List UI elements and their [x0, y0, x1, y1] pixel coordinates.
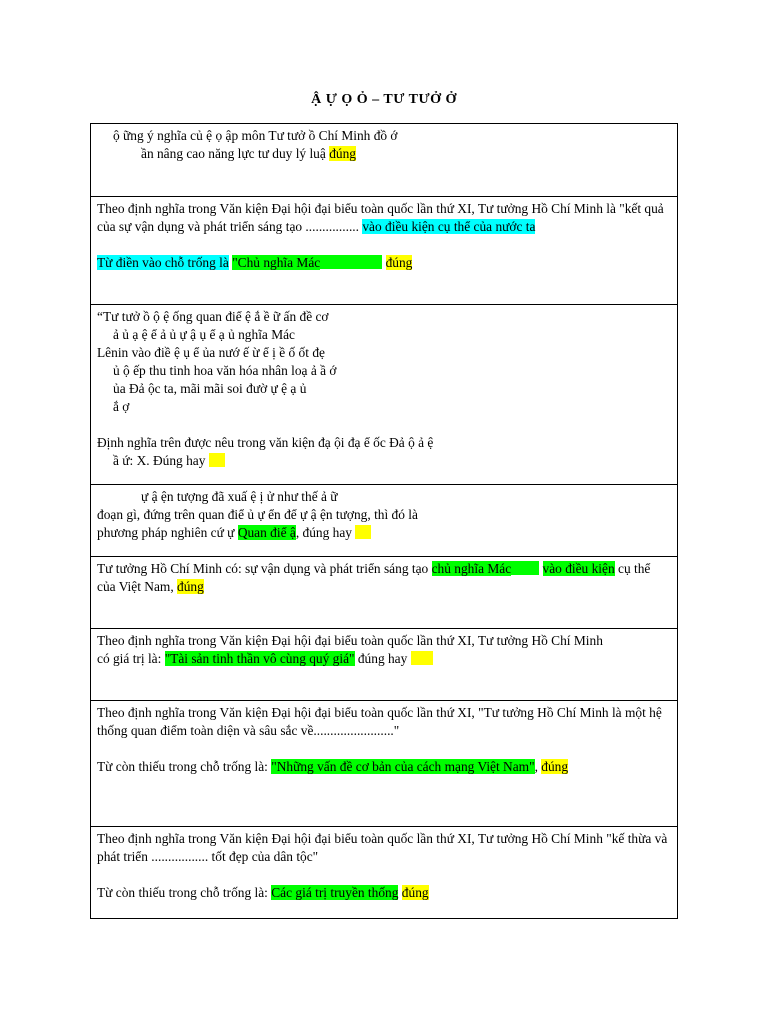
answer-highlight: Quan điể ậ: [237, 525, 296, 540]
question-text: có giá trị là:: [97, 651, 162, 666]
row-line: [97, 650, 671, 668]
row-line: [97, 506, 671, 524]
question-text: ủ ộ ếp thu tinh hoa văn hóa nhân loạ ả ầ ớ: [113, 363, 337, 378]
answer-highlight: đúng: [385, 255, 413, 270]
question-text: ộ ững ý nghĩa củ ệ ọ ập môn Tư tưở ồ Chí Minh đồ ớ: [113, 128, 398, 143]
answer-highlight: đúng: [401, 885, 429, 900]
question-text: Lênin vào điề ệ ụ ể ủa nướ ế ừ ể ị ề ố ốt đẹ: [97, 345, 325, 360]
row-line: [97, 524, 671, 542]
row-line: [97, 254, 671, 272]
question-text: phương pháp nghiên cứ ự: [97, 525, 235, 540]
row-line: [97, 127, 671, 145]
document-title: Ậ Ự Ọ Ỏ – TƯ TƯỞ Ở: [311, 92, 457, 107]
table-row: [91, 196, 677, 304]
question-text: Theo định nghĩa trong Văn kiện Đại hội đại biểu toàn quốc lần thứ XI, "Tư tưởng Hồ Chí Minh là một hệ thống quan điểm toàn diện và sâu sắc về........................": [97, 705, 662, 738]
question-text: cụ thể của Việt Nam,: [97, 561, 651, 594]
answer-highlight-pad: [511, 561, 539, 575]
question-text: Tư tưởng Hồ Chí Minh có: sự vận dụng và phát triển sáng tạo: [97, 561, 429, 576]
question-text: đúng hay: [357, 651, 408, 666]
answer-highlight: Các giá trị truyền thống: [271, 885, 399, 900]
answer-highlight: [209, 453, 225, 467]
row-line: [97, 434, 671, 452]
answer-highlight: vào điều kiện: [542, 561, 615, 576]
row-line: [97, 488, 671, 506]
question-text: , đúng hay: [295, 525, 352, 540]
question-text: Theo định nghĩa trong Văn kiện Đại hội đại biểu toàn quốc lần thứ XI, Tư tưởng Hồ Chí Minh: [97, 633, 603, 648]
question-text: ần nâng cao năng lực tư duy lý luậ: [141, 146, 326, 161]
answer-prefix: Từ điền vào chỗ trống là: [97, 255, 229, 270]
answer-highlight: [411, 651, 433, 665]
table-row: [91, 124, 677, 196]
table-row: [91, 304, 677, 484]
row-line: [97, 362, 671, 380]
row-line: [97, 344, 671, 362]
question-text: ả ủ ạ ệ ể ả ủ ự ậ ụ ể ạ ủ nghĩa Mác: [113, 327, 295, 342]
answer-highlight: đúng: [329, 146, 356, 161]
answer-highlight: "Chủ nghĩa Mác: [232, 255, 321, 270]
answer-highlight: đúng: [541, 759, 569, 774]
row-line: [97, 830, 671, 866]
row-line: [97, 308, 671, 326]
row-line: [97, 632, 671, 650]
row-line: [97, 326, 671, 344]
row-line: [97, 380, 671, 398]
question-text: ự ậ ện tượng đã xuấ ệ ị ử như thế ả ữ: [141, 489, 338, 504]
qa-table: [90, 123, 678, 919]
row-line: [97, 452, 671, 470]
answer-highlight: "Tài sản tinh thần vô cùng quý giá": [164, 651, 355, 666]
row-line: [97, 145, 671, 163]
row-line: [97, 398, 671, 416]
row-line: Từ còn thiếu trong chỗ trống là: "Những vấn đề cơ bản của cách mạng Việt Nam", đúng: [97, 759, 569, 774]
question-text: ắ ợ: [113, 399, 130, 414]
question-text: Từ còn thiếu trong chỗ trống là:: [97, 759, 268, 774]
question-text: ầ ứ: X. Đúng hay: [113, 453, 206, 468]
question-text: “Tư tưở ồ ộ ệ ống quan điể ệ ắ ề ữ ấn đề cơ: [97, 309, 329, 324]
row-line: [97, 560, 671, 596]
answer-highlight: đúng: [177, 579, 204, 594]
answer-highlight: [355, 525, 371, 539]
question-text: Từ còn thiếu trong chỗ trống là:: [97, 885, 268, 900]
table-row: [91, 556, 677, 628]
row-line: [97, 200, 671, 236]
row-line: [97, 884, 671, 902]
question-text: Theo định nghĩa trong Văn kiện Đại hội đại biểu toàn quốc lần thứ XI, Tư tưởng Hồ Chí Minh "kế thừa và phát triển ................. tốt đẹp của dân tộc": [97, 831, 668, 864]
row-line: [97, 704, 671, 740]
table-row: [91, 700, 677, 826]
answer-highlight: "Những vấn đề cơ bản của cách mạng Việt Nam": [271, 759, 535, 774]
question-text: Định nghĩa trên được nêu trong văn kiện đạ ội đạ ể ốc Đả ộ ả ệ: [97, 435, 434, 450]
question-text: Theo định nghĩa trong Văn kiện Đại hội đại biểu toàn quốc lần thứ XI, Tư tưởng Hồ Chí Minh là "kết quả của sự vận dụng và phát triển sáng tạo ................: [97, 201, 664, 234]
answer-highlight: chủ nghĩa Mác: [431, 561, 512, 576]
answer-highlight: vào điều kiện cụ thể của nước ta: [362, 219, 536, 234]
answer-highlight-pad: [320, 255, 382, 269]
table-row: [91, 628, 677, 700]
table-row: [91, 484, 677, 556]
question-text: ủa Đả ộc ta, mãi mãi soi đườ ự ệ ạ ủ: [113, 381, 307, 396]
question-text: đoạn gì, đứng trên quan điể ủ ự ển để ự ậ ện tượng, thì đó là: [97, 507, 418, 522]
table-row: [91, 826, 677, 918]
